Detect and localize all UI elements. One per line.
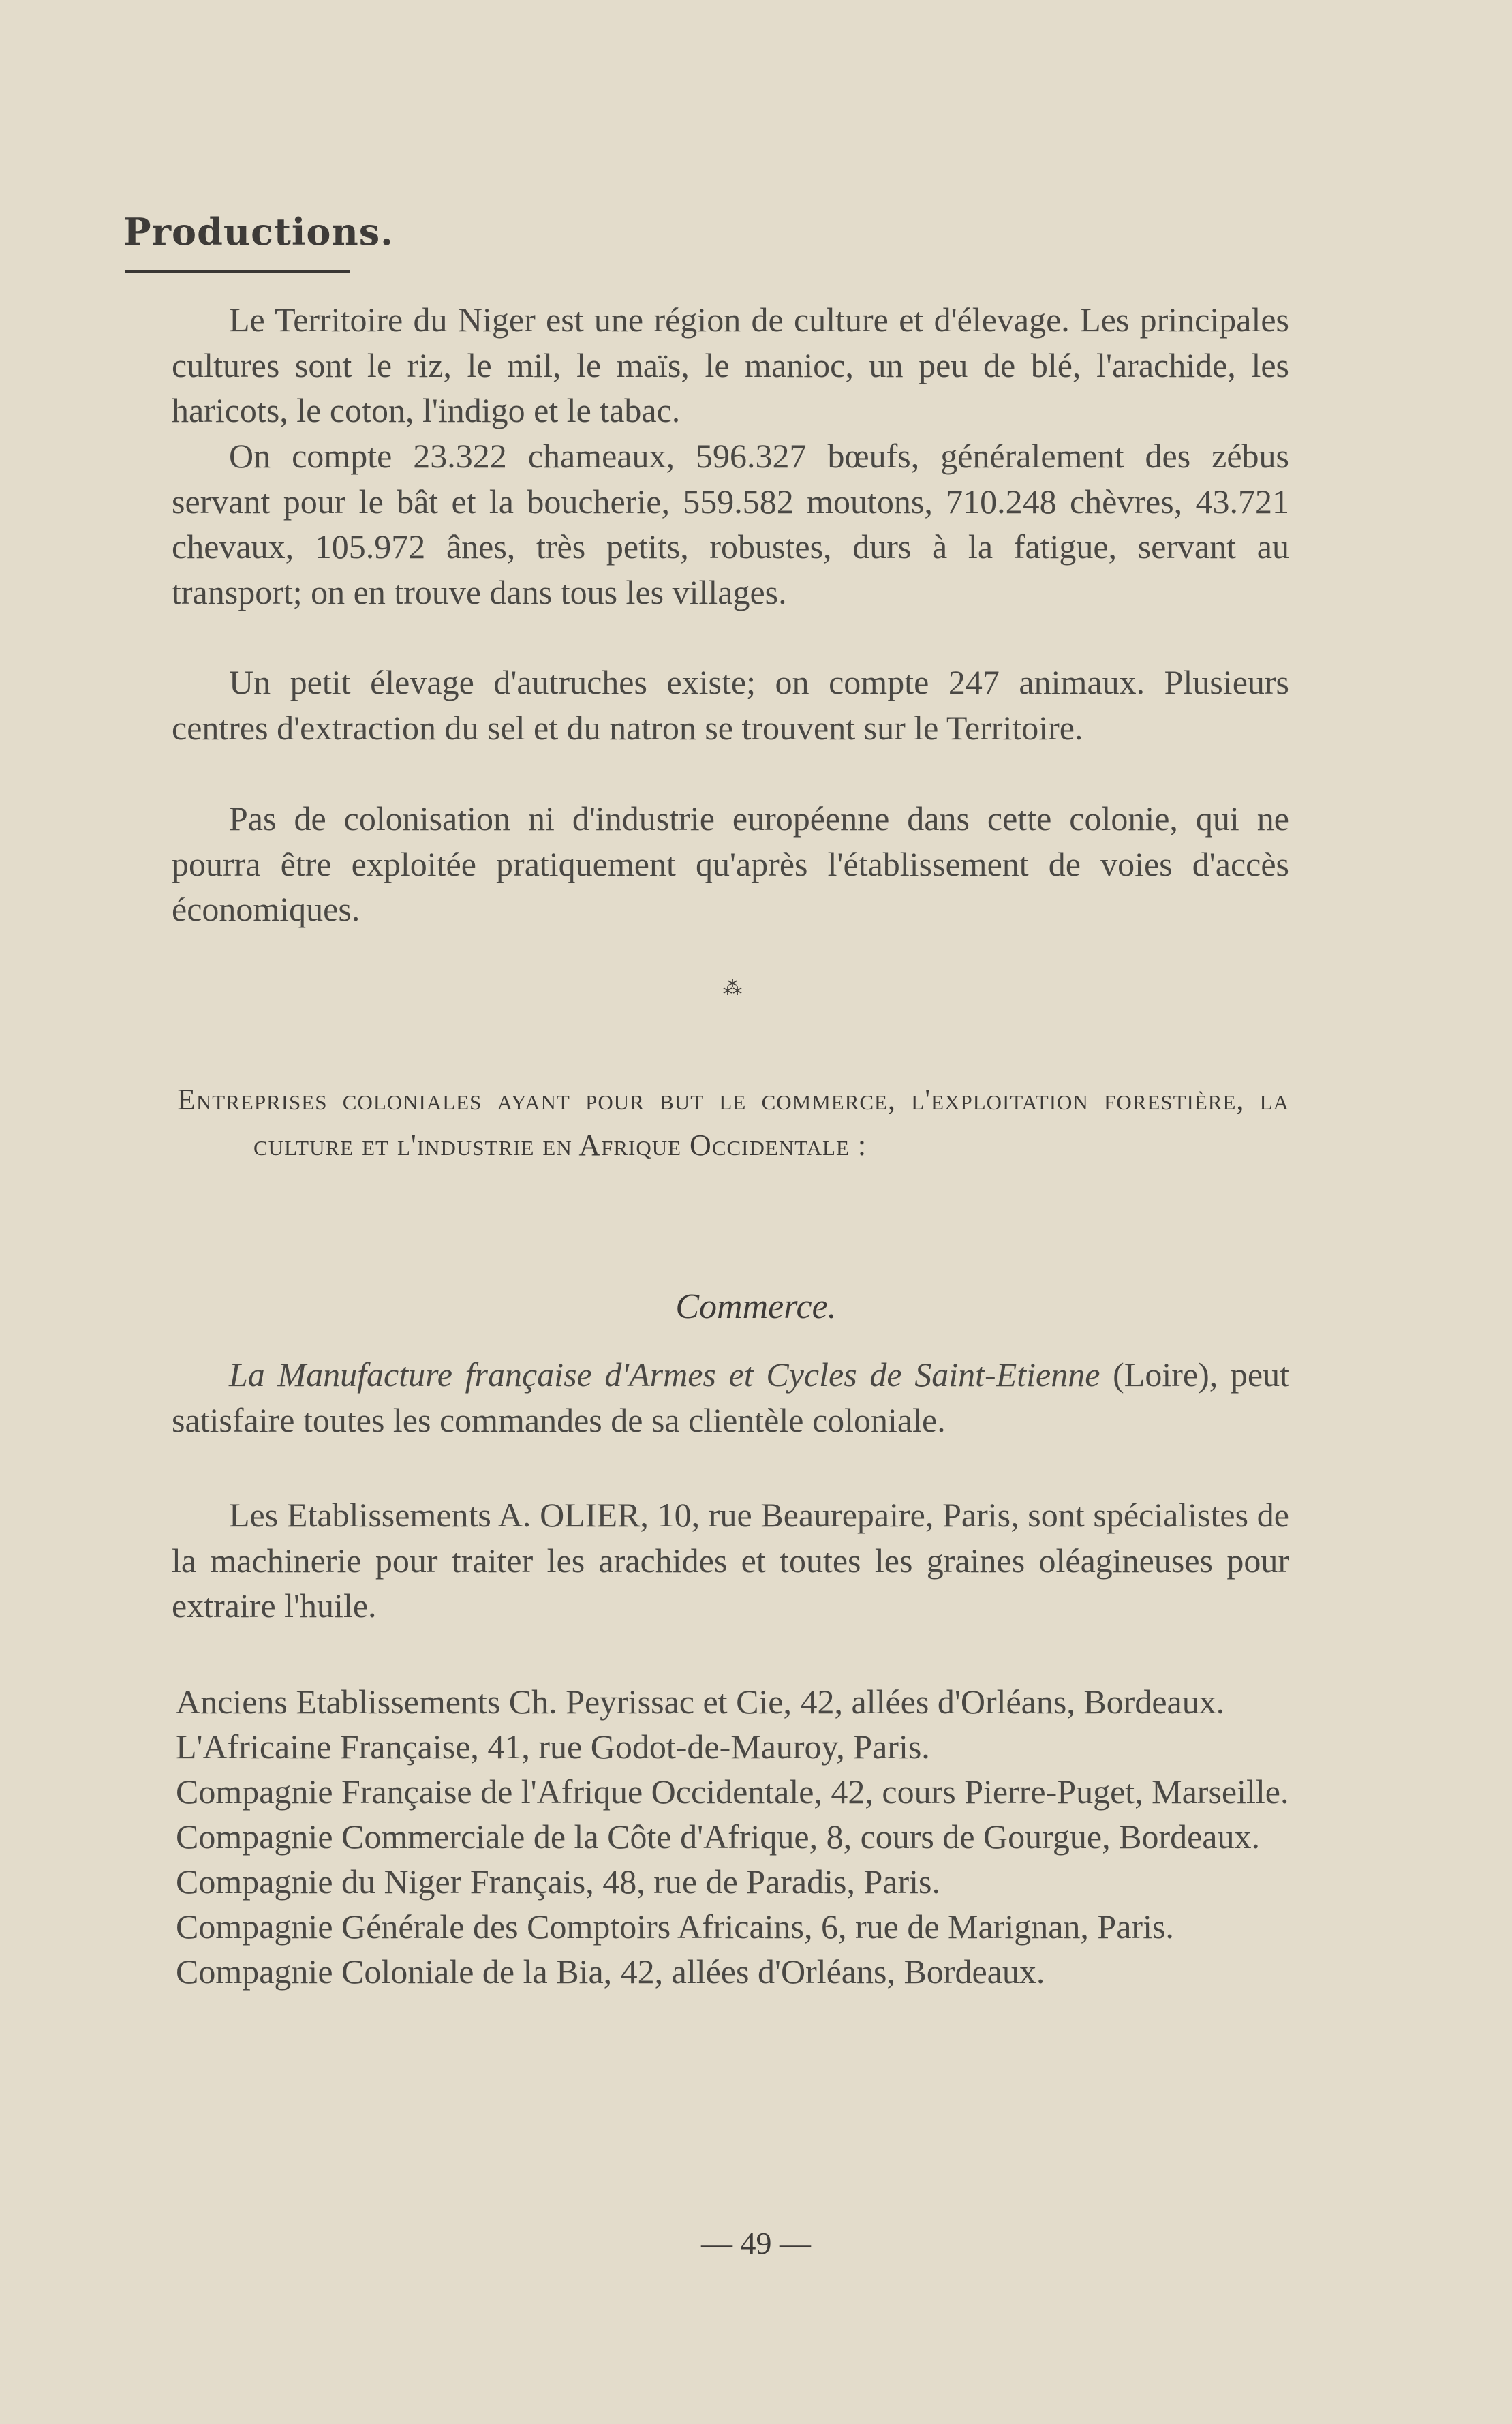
list-item: Compagnie Française de l'Afrique Occidentale, 42, cours Pierre-Puget, Marseille. [176, 1773, 1289, 1811]
list-item: Anciens Etablissements Ch. Peyrissac et Cie, 42, allées d'Orléans, Bordeaux. [176, 1683, 1225, 1721]
page-number: — 49 — [701, 2226, 811, 2260]
list-item: L'Africaine Française, 41, rue Godot-de-Mauroy, Paris. [176, 1728, 930, 1766]
paragraph-ostriches: Un petit élevage d'autruches existe; on compte 247 animaux. Plusieurs centres d'extraction du sel et du natron se trouvent sur le Territoire. [172, 663, 1289, 747]
paragraph-colonisation: Pas de colonisation ni d'industrie européenne dans cette colonie, qui ne pourra être exploitée pratiquement qu'après l'établissement de voies d'accès économiques. [172, 799, 1289, 928]
entreprises-heading: Entreprises coloniales ayant pour but le commerce, l'exploitation forestière, la culture et l'industrie en Afrique Occidentale : [177, 1083, 1289, 1162]
asterism-separator: ⁂ [723, 978, 742, 999]
paragraph-olier: Les Etablissements A. OLIER, 10, rue Beaurepaire, Paris, sont spécialistes de la machinerie pour traiter les arachides et toutes les graines oléagineuses pour extraire l'huile. [172, 1496, 1289, 1625]
commerce-heading: Commerce. [675, 1287, 837, 1326]
paragraph-livestock: On compte 23.322 chameaux, 596.327 bœufs, généralement des zébus servant pour le bât et la boucherie, 559.582 moutons, 710.248 chèvres, 43.721 chevaux, 105.972 ânes, très petits, robustes, durs à la fatigue, servant au transport; on en trouve dans tous les villages. [172, 437, 1289, 611]
paragraph-manufacture [172, 1352, 1289, 1443]
paragraph-cultures: Le Territoire du Niger est une région de culture et d'élevage. Les principales cultures sont le riz, le mil, le maïs, le manioc, un peu de blé, l'arachide, les haricots, le coton, l'indigo et le tabac. [172, 301, 1289, 429]
section-title: Productions. [123, 210, 394, 254]
list-item: Compagnie Commerciale de la Côte d'Afrique, 8, cours de Gourgue, Bordeaux. [176, 1817, 1260, 1856]
list-item: Compagnie Générale des Comptoirs Africains, 6, rue de Marignan, Paris. [176, 1907, 1174, 1946]
list-item: Compagnie Coloniale de la Bia, 42, allées d'Orléans, Bordeaux. [176, 1952, 1045, 1991]
heading-underline [125, 270, 350, 273]
company-list [176, 1679, 1289, 1994]
list-item: Compagnie du Niger Français, 48, rue de Paradis, Paris. [176, 1862, 940, 1901]
manufacture-name: La Manufacture française d'Armes et Cycles de Saint-Etienne [229, 1355, 1100, 1394]
manufacture-text: (Loire), peut satisfaire toutes les commandes de sa clientèle coloniale. [172, 1355, 1290, 1439]
